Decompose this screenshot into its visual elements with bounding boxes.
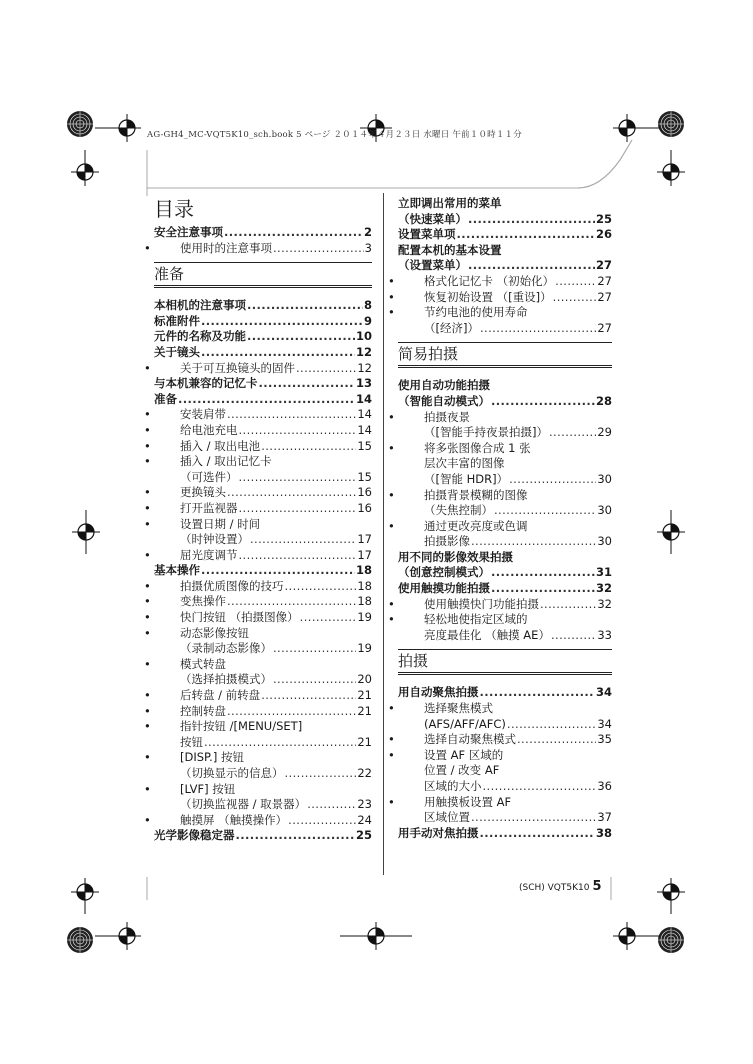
toc-entry[interactable]: 用自动聚焦拍摄 ..... 34 — [398, 685, 612, 701]
toc-entry-line[interactable]: 层次丰富的图像 — [424, 456, 505, 471]
toc-entry-line[interactable]: • 设置日期 / 时间 — [154, 517, 372, 533]
toc-entry[interactable]: • 选择自动聚焦模式 ..... 35 — [398, 732, 612, 748]
crosshair-right-top — [657, 158, 685, 186]
toc-entry-line[interactable]: • [LVF] 按钮 — [154, 782, 372, 798]
toc-entry[interactable]: • 更换镜头 ..... 16 — [154, 485, 372, 501]
toc-entry[interactable]: • 安装肩带 ..... 14 — [154, 407, 372, 423]
toc-entry[interactable]: （选择拍摄模式） ..... 20 — [154, 672, 372, 688]
toc-entry-line[interactable]: • 轻松地使指定区域的 — [398, 612, 612, 628]
crosshair-left-bottom — [71, 878, 99, 906]
toc-entry[interactable]: • 插入 / 取出电池 ..... 15 — [154, 439, 372, 455]
toc-title: 目录 — [154, 197, 194, 221]
toc-entry[interactable]: 安全注意事项 ..... 2 — [154, 225, 372, 241]
toc-entry-line[interactable]: 立即调出常用的菜单 — [398, 196, 502, 210]
section-heading-prep: 准备 — [154, 262, 372, 288]
toc-entry[interactable]: • 关于可互换镜头的固件 ..... 12 — [154, 361, 372, 377]
section-heading-shoot: 拍摄 — [398, 649, 612, 675]
toc-entry[interactable]: （时钟设置） ..... 17 — [154, 532, 372, 548]
toc-entry[interactable]: • 控制转盘 ..... 21 — [154, 704, 372, 720]
registration-target-top-right — [658, 111, 684, 137]
toc-entry[interactable]: • 给电池充电 ..... 14 — [154, 423, 372, 439]
toc-entry-line[interactable]: • 用触摸板设置 AF — [398, 795, 612, 811]
crosshair-right-bottom — [657, 878, 685, 906]
toc-entry[interactable]: （切换显示的信息） ..... 22 — [154, 766, 372, 782]
toc-entry[interactable]: （创意控制模式） ..... 31 — [398, 565, 612, 581]
toc-entry[interactable]: 用手动对焦拍摄 ..... 38 — [398, 826, 612, 842]
toc-entry[interactable]: 准备 ..... 14 — [154, 392, 372, 408]
toc-entry-line[interactable]: 用不同的影像效果拍摄 — [398, 549, 513, 564]
toc-entry-line[interactable]: • 插入 / 取出记忆卡 — [154, 454, 372, 470]
toc-entry[interactable]: 基本操作 ..... 18 — [154, 563, 372, 579]
toc-entry-line[interactable]: 配置本机的基本设置 — [398, 242, 502, 257]
toc-entry-line[interactable]: • 选择聚焦模式 — [398, 701, 612, 717]
toc-entry[interactable]: 亮度最佳化 （触摸 AE） ..... 33 — [398, 628, 612, 644]
toc-entry[interactable]: • 打开监视器 ..... 16 — [154, 501, 372, 517]
toc-entry[interactable]: 元件的名称及功能 ..... 10 — [154, 329, 372, 345]
toc-entry[interactable]: （录制动态影像） ..... 19 — [154, 641, 372, 657]
toc-entry[interactable]: • 使用触摸快门功能拍摄 ..... 32 — [398, 597, 612, 613]
print-header: AG-GH4_MC-VQT5K10_sch.book 5 ページ ２０１４年４月２３日 水曜日 午前１０時１１分 — [147, 130, 522, 140]
toc-entry-line[interactable]: 使用自动功能拍摄 — [398, 378, 490, 393]
toc-entry[interactable]: 区域的大小 ..... 36 — [398, 779, 612, 795]
toc-entry[interactable]: （[智能 HDR]） ..... 30 — [398, 472, 612, 488]
toc-entry[interactable]: • 触摸屏 （触摸操作） ..... 24 — [154, 813, 372, 829]
page-number: 5 — [592, 879, 602, 894]
toc-entry[interactable]: • 使用时的注意事项 ..... 3 — [154, 241, 372, 257]
toc-entry[interactable]: 标准附件 ..... 9 — [154, 314, 372, 330]
toc-entry-line[interactable]: • 节约电池的使用寿命 — [398, 305, 612, 321]
toc-entry[interactable]: 光学影像稳定器 ..... 25 — [154, 828, 372, 844]
toc-entry-line[interactable]: • 指针按钮 /[MENU/SET] — [154, 719, 372, 735]
toc-entry[interactable]: • 后转盘 / 前转盘 ..... 21 — [154, 688, 372, 704]
toc-entry[interactable]: • 快门按钮 （拍摄图像） ..... 19 — [154, 610, 372, 626]
toc-entry-line[interactable]: • 拍摄背景模糊的图像 — [398, 488, 612, 504]
toc-right-column — [398, 196, 612, 841]
crosshair-top-left — [113, 114, 141, 142]
toc-entry[interactable]: 按钮 ..... 21 — [154, 735, 372, 751]
toc-entry-line[interactable]: • 将多张图像合成 1 张 — [398, 441, 612, 457]
toc-entry-line[interactable]: • 通过更改亮度或色调 — [398, 519, 612, 535]
toc-entry[interactable]: 设置菜单项 ..... 26 — [398, 227, 612, 243]
toc-entry[interactable]: 与本机兼容的记忆卡 ..... 13 — [154, 376, 372, 392]
toc-entry[interactable]: 使用触摸功能拍摄 ..... 32 — [398, 581, 612, 597]
toc-entry[interactable]: （智能自动模式） ..... 28 — [398, 394, 612, 410]
crosshair-left-top — [71, 158, 99, 186]
section-heading-easy: 简易拍摄 — [398, 342, 612, 368]
toc-entry[interactable]: • 恢复初始设置 （[重设]） ..... 27 — [398, 290, 612, 306]
registration-target-bottom-right — [658, 927, 684, 953]
toc-entry[interactable]: （可选件） ..... 15 — [154, 470, 372, 486]
toc-entry[interactable]: （[智能手持夜景拍摄]） ..... 29 — [398, 425, 612, 441]
toc-entry[interactable]: （设置菜单） ..... 27 — [398, 258, 612, 274]
toc-entry-line[interactable]: • 动态影像按钮 — [154, 626, 372, 642]
toc-entry[interactable]: （失焦控制） ..... 30 — [398, 503, 612, 519]
toc-entry-line[interactable]: • 模式转盘 — [154, 657, 372, 673]
toc-entry[interactable]: 本相机的注意事项 ..... 8 — [154, 298, 372, 314]
toc-entry-line[interactable]: 位置 / 改变 AF — [424, 763, 500, 778]
toc-entry-line[interactable]: • 设置 AF 区域的 — [398, 748, 612, 764]
registration-target-bottom-left — [67, 927, 93, 953]
toc-entry-line[interactable]: • [DISP.] 按钮 — [154, 750, 372, 766]
toc-left-column — [154, 196, 372, 844]
toc-entry[interactable]: 关于镜头 ..... 12 — [154, 345, 372, 361]
toc-entry[interactable]: • 屈光度调节 ..... 17 — [154, 548, 372, 564]
document-code: (SCH) VQT5K10 — [519, 883, 590, 893]
toc-entry[interactable]: • 变焦操作 ..... 18 — [154, 594, 372, 610]
toc-entry[interactable]: （快速菜单） ..... 25 — [398, 212, 612, 228]
page-footer — [519, 875, 602, 894]
crosshair-bottom-left — [113, 922, 141, 950]
registration-target-top-left — [67, 111, 93, 137]
toc-entry[interactable]: （[经济]） ..... 27 — [398, 321, 612, 337]
toc-entry-line[interactable]: • 拍摄夜景 — [398, 410, 612, 426]
column-divider — [383, 193, 384, 875]
toc-entry[interactable]: • 拍摄优质图像的技巧 ..... 18 — [154, 579, 372, 595]
crosshair-top-right — [613, 114, 641, 142]
toc-entry[interactable]: 拍摄影像 ..... 30 — [398, 534, 612, 550]
toc-entry[interactable]: (AFS/AFF/AFC) ..... 34 — [398, 717, 612, 733]
crosshair-bottom-right — [613, 922, 641, 950]
toc-entry[interactable]: • 格式化记忆卡 （初始化） ..... 27 — [398, 274, 612, 290]
toc-entry[interactable]: （切换监视器 / 取景器） ..... 23 — [154, 797, 372, 813]
toc-entry[interactable]: 区域位置 ..... 37 — [398, 810, 612, 826]
